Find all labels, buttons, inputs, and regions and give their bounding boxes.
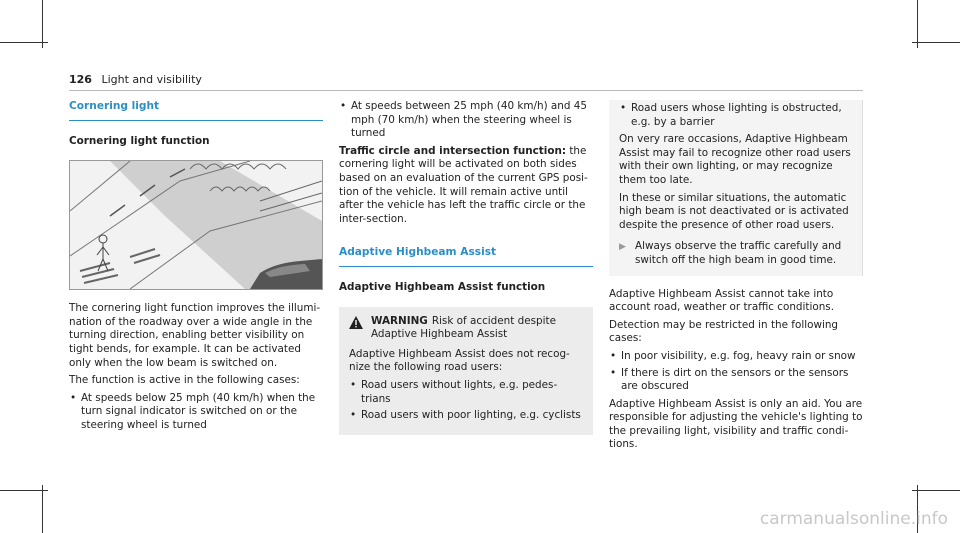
crop-mark bbox=[912, 490, 960, 491]
paragraph: Adaptive Highbeam Assist is only an aid. You are responsible for adjusting the vehicle's lighting to the prevailing light, visibility and traffic condi-tions. bbox=[609, 397, 863, 451]
page-header bbox=[69, 73, 202, 86]
header-rule bbox=[69, 90, 863, 91]
paragraph: The cornering light function improves the illumi-nation of the roadway over a wide angle in the turning direction, enabling better visibility on tight bends, for example. It can be activated only when the low beam is switched on. bbox=[69, 302, 321, 369]
bullet-list bbox=[339, 100, 593, 141]
warning-body: Adaptive Highbeam Assist does not recog-nize the following road users: bbox=[349, 347, 570, 374]
instruction-text: Always observe the traffic carefully and switch off the high beam in good time. bbox=[635, 240, 842, 266]
cornering-light-illustration bbox=[69, 160, 323, 290]
paragraph: Adaptive Highbeam Assist cannot take into account road, weather or traffic conditions. bbox=[609, 287, 835, 314]
page-number: 126 bbox=[69, 73, 92, 86]
list-item: • At speeds below 25 mph (40 km/h) when the turn signal indicator is switched on or the steering wheel is turned bbox=[69, 392, 323, 433]
bullet-list bbox=[619, 102, 852, 129]
paragraph: In these or similar situations, the automatic high beam is not deactivated or is activated despite the presence of other road users. bbox=[619, 191, 849, 231]
list-item: • In poor visibility, e.g. fog, heavy rain or snow bbox=[609, 350, 863, 364]
warning-triangle-icon bbox=[349, 316, 371, 334]
crop-mark bbox=[917, 0, 918, 48]
list-item: • Road users without lights, e.g. pedes-trians bbox=[349, 379, 583, 406]
section-title: Adaptive Highbeam Assist bbox=[339, 246, 593, 267]
subsection-title: Adaptive Highbeam Assist function bbox=[339, 280, 546, 293]
paragraph bbox=[339, 145, 593, 227]
column-1 bbox=[69, 100, 323, 437]
column-2 bbox=[339, 100, 593, 435]
warning-box-continued bbox=[609, 100, 863, 276]
crop-mark bbox=[42, 0, 43, 48]
inline-heading: Traffic circle and intersection function: bbox=[339, 144, 567, 157]
list-item: • Road users with poor lighting, e.g. cyclists bbox=[349, 409, 583, 423]
instruction bbox=[619, 240, 852, 267]
bullet-list bbox=[69, 392, 323, 433]
list-item: • Road users whose lighting is obstructed, e.g. by a barrier bbox=[619, 102, 852, 129]
bullet-list bbox=[609, 350, 863, 394]
warning-label: WARNING bbox=[371, 314, 428, 327]
paragraph-text: the cornering light will be activated on both sides based on an evaluation of the current GPS posi-tion of the vehicle. It will remain active until after the vehicle has left the traffic circle or the inter-section. bbox=[339, 144, 588, 225]
column-3 bbox=[609, 100, 863, 456]
bullet-list bbox=[349, 379, 583, 423]
warning-header bbox=[349, 315, 583, 342]
list-item: • At speeds between 25 mph (40 km/h) and 45 mph (70 km/h) when the steering wheel is turned bbox=[339, 100, 593, 141]
road-scene-graphic bbox=[70, 161, 322, 289]
chapter-title: Light and visibility bbox=[101, 73, 202, 86]
list-item: • If there is dirt on the sensors or the sensors are obscured bbox=[609, 367, 863, 394]
warning-box bbox=[339, 307, 593, 435]
crop-mark bbox=[0, 490, 48, 491]
crop-mark bbox=[0, 42, 48, 43]
crop-mark bbox=[42, 485, 43, 533]
section-title: Cornering light bbox=[69, 100, 323, 121]
subsection-title: Cornering light function bbox=[69, 134, 210, 147]
warning-title bbox=[371, 315, 583, 342]
warning-title-text: Risk of accident despite Adaptive Highbeam Assist bbox=[371, 314, 556, 341]
crop-mark bbox=[912, 42, 960, 43]
paragraph: On very rare occasions, Adaptive Highbeam Assist may fail to recognize other road users with their own lighting, or may recognize them too late. bbox=[619, 133, 851, 186]
paragraph: The function is active in the following cases: bbox=[69, 374, 300, 387]
paragraph: Detection may be restricted in the following cases: bbox=[609, 318, 839, 345]
watermark: carmanualsonline.info bbox=[759, 509, 948, 529]
play-arrow-icon: ▶ bbox=[619, 242, 626, 253]
